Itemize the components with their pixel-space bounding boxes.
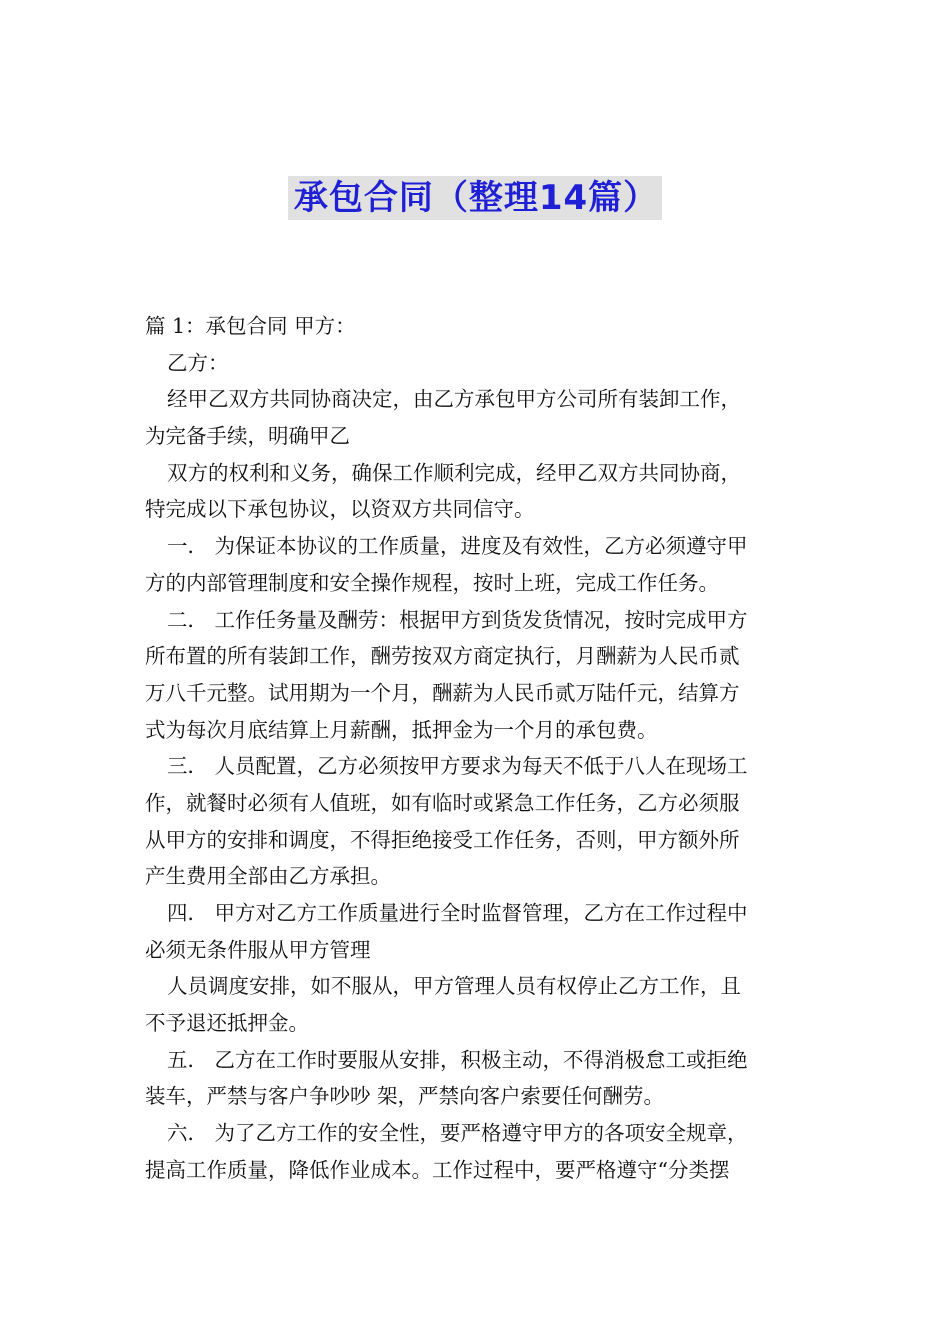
text-line: 装车，严禁与客户争吵吵 架，严禁向客户索要任何酬劳。	[145, 1084, 665, 1109]
text-line: 提高工作质量，降低作业成本。工作过程中，要严格遵守“分类摆	[145, 1157, 730, 1182]
text-line: 从甲方的安排和调度，不得拒绝接受工作任务，否则，甲方额外所	[145, 827, 740, 852]
text-line: 六． 为了乙方工作的安全性，要严格遵守甲方的各项安全规章，	[167, 1121, 748, 1146]
text-line: 作，就餐时必须有人值班，如有临时或紧急工作任务，乙方必须服	[145, 790, 740, 815]
document-body	[145, 308, 810, 1189]
text-line: 方的内部管理制度和安全操作规程，按时上班，完成工作任务。	[145, 570, 719, 595]
text-line: 五． 乙方在工作时要服从安排，积极主动，不得消极怠工或拒绝	[167, 1047, 748, 1072]
text-line: 不予退还抵押金。	[145, 1011, 309, 1036]
text-line: 为完备手续，明确甲乙	[145, 424, 350, 449]
text-line: 人员调度安排，如不服从，甲方管理人员有权停止乙方工作，且	[167, 974, 741, 999]
text-line: 一． 为保证本协议的工作质量，进度及有效性，乙方必须遵守甲	[167, 534, 748, 559]
text-line: 必须无条件服从甲方管理	[145, 937, 371, 962]
text-line: 篇 1：承包合同 甲方：	[145, 314, 356, 338]
text-line: 经甲乙双方共同协商决定，由乙方承包甲方公司所有装卸工作，	[167, 387, 741, 412]
text-line: 四． 甲方对乙方工作质量进行全时监督管理，乙方在工作过程中	[167, 901, 748, 925]
text-line: 产生费用全部由乙方承担。	[145, 864, 391, 889]
text-line: 所布置的所有装卸工作，酬劳按双方商定执行，月酬薪为人民币贰	[145, 644, 740, 669]
text-line: 式为每次月底结算上月薪酬，抵押金为一个月的承包费。	[145, 717, 658, 742]
text-line: 特完成以下承包协议，以资双方共同信守。	[145, 497, 535, 522]
text-line: 三． 人员配置，乙方必须按甲方要求为每天不低于八人在现场工	[167, 754, 748, 779]
title-container	[0, 176, 950, 220]
text-line: 二． 工作任务量及酬劳：根据甲方到货发货情况，按时完成甲方	[167, 607, 748, 632]
text-line: 双方的权利和义务，确保工作顺利完成，经甲乙双方共同协商，	[167, 460, 741, 485]
text-line: 乙方：	[167, 350, 229, 375]
text-line: 万八千元整。试用期为一个月，酬薪为人民币贰万陆仟元，结算方	[145, 680, 740, 705]
document-title: 承包合同（整理14篇）	[288, 176, 662, 220]
